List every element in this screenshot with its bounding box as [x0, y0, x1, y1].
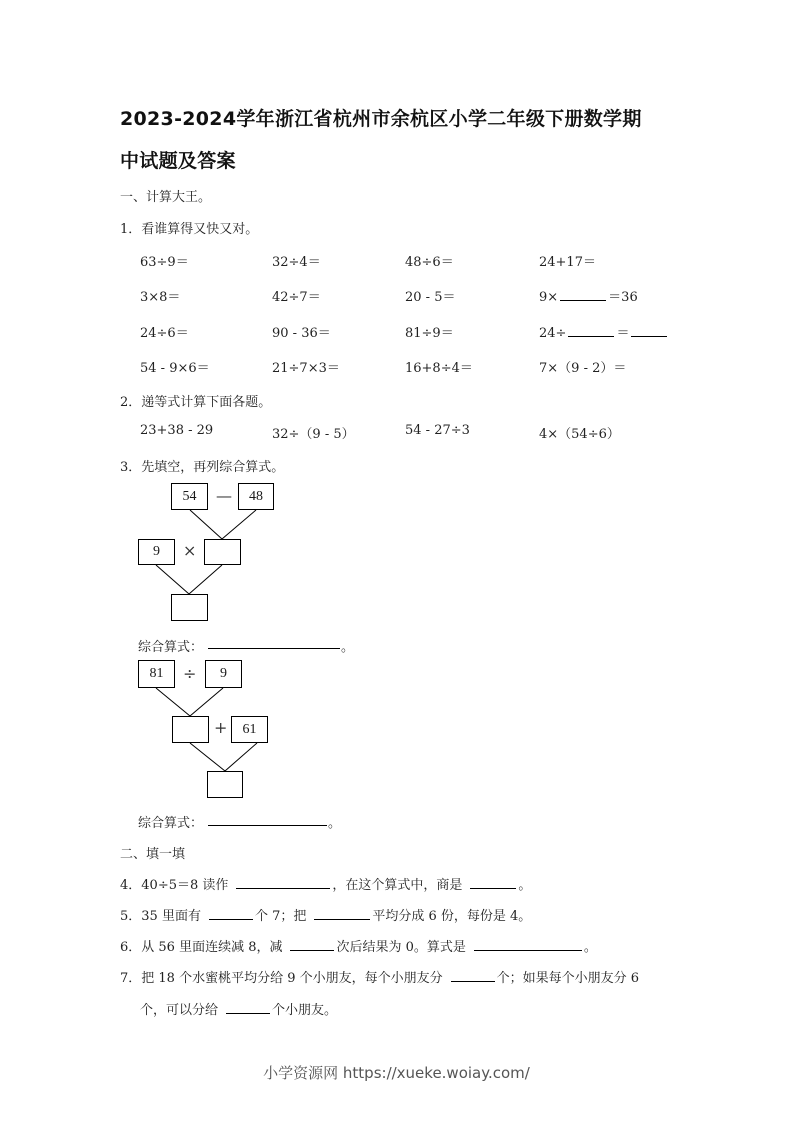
q6-row — [120, 936, 597, 955]
q7-row1 — [120, 967, 639, 986]
diagram2-box-mid-left-answer[interactable] — [172, 716, 209, 743]
q1-expr: 63÷9＝ — [140, 255, 189, 270]
q7-text-d: 个小朋友。 — [272, 1003, 338, 1018]
answer-blank[interactable] — [560, 288, 606, 301]
q7-text-b: 个；如果每个小朋友分 6 — [496, 971, 640, 986]
formula2-period: 。 — [328, 816, 342, 831]
diagram2-box-top-right: 9 — [205, 660, 242, 688]
q6-text-a: 6．从 56 里面连续减 8，减 — [120, 940, 283, 955]
section2-heading: 二、填一填 — [120, 847, 186, 862]
answer-blank[interactable] — [314, 907, 370, 920]
formula1-period: 。 — [341, 640, 355, 655]
q1-expr: 90 - 36＝ — [272, 326, 331, 341]
diagram1-box-mid-right-answer[interactable] — [204, 539, 241, 565]
diagram2-box-mid-right: 61 — [231, 716, 268, 743]
q1-expr: 16+8÷4＝ — [405, 361, 473, 376]
diagram1-box-top-right: 48 — [238, 483, 274, 510]
formula1-answer-line[interactable] — [208, 648, 340, 649]
document-title-line2: 中试题及答案 — [120, 150, 236, 172]
q1-expr: 42÷7＝ — [272, 290, 321, 305]
q1-expr: 81÷9＝ — [405, 326, 454, 341]
document-title-line1: 2023-2024学年浙江省杭州市余杭区小学二年级下册数学期 — [120, 108, 642, 130]
q4-text-b: ，在这个算式中，商是 — [332, 878, 463, 893]
q7-row2 — [140, 999, 337, 1018]
q2-label: 2．递等式计算下面各题。 — [120, 395, 272, 410]
plus-operator: + — [214, 718, 228, 737]
formula2-answer-line[interactable] — [208, 825, 327, 826]
q2-item: 23+38 - 29 — [140, 423, 214, 438]
q5-row — [120, 905, 531, 924]
q1-expr: 24÷6＝ — [140, 326, 189, 341]
q1-expr: 21÷7×3＝ — [272, 361, 340, 376]
q6-text-b: 次后结果为 0。算式是 — [336, 940, 466, 955]
diagram1-box-top-left: 54 — [171, 483, 208, 510]
q1-expr: 3×8＝ — [140, 290, 181, 305]
answer-blank[interactable] — [631, 324, 667, 337]
q4-text-a: 4．40÷5＝8 读作 — [120, 878, 229, 893]
q1-label: 1．看谁算得又快又对。 — [120, 222, 259, 237]
q4-row — [120, 874, 531, 893]
divide-operator: ÷ — [183, 664, 197, 683]
formula-label: 综合算式： — [138, 640, 204, 655]
q3-label: 3．先填空，再列综合算式。 — [120, 460, 285, 475]
q5-text-c: 平均分成 6 份，每份是 4。 — [372, 909, 532, 924]
diagram2-box-top-left: 81 — [138, 660, 175, 688]
q1-expr-suffix: ＝36 — [608, 290, 638, 305]
q1-expr: 24÷ — [539, 326, 567, 341]
q1-expr: 24+17＝ — [539, 255, 596, 270]
q1-expr: 54 - 9×6＝ — [140, 361, 210, 376]
q2-item: 54 - 27÷3 — [405, 423, 470, 438]
section1-heading: 一、计算大王。 — [120, 190, 212, 205]
minus-operator: — — [216, 486, 232, 505]
q2-item: 32÷（9 - 5） — [272, 427, 355, 442]
answer-blank[interactable] — [226, 1001, 270, 1014]
answer-blank[interactable] — [236, 876, 330, 889]
q1-expr: 7×（9 - 2）＝ — [539, 361, 627, 376]
q6-text-c: 。 — [583, 940, 597, 955]
q4-text-c: 。 — [518, 878, 532, 893]
answer-blank[interactable] — [474, 938, 582, 951]
diagram2-box-bottom-answer[interactable] — [207, 771, 243, 798]
answer-blank[interactable] — [451, 969, 495, 982]
formula2-row — [138, 812, 203, 831]
q1-expr: 48÷6＝ — [405, 255, 454, 270]
q1-expr-mid: ＝ — [616, 326, 630, 341]
q1-expr: 20 - 5＝ — [405, 290, 456, 305]
formula1-row — [138, 636, 203, 655]
footer-watermark: 小学资源网 https://xueke.woiay.com/ — [263, 1064, 530, 1082]
diagram1-box-bottom-answer[interactable] — [171, 594, 208, 621]
q1-expr: 9× — [539, 290, 559, 305]
answer-blank[interactable] — [209, 907, 253, 920]
answer-blank[interactable] — [290, 938, 334, 951]
q1-expr: 32÷4＝ — [272, 255, 321, 270]
q5-text-a: 5．35 里面有 — [120, 909, 201, 924]
answer-blank[interactable] — [470, 876, 516, 889]
q1-expr-fill — [539, 322, 669, 341]
answer-blank[interactable] — [568, 324, 614, 337]
formula-label: 综合算式： — [138, 816, 204, 831]
q5-text-b: 个 7；把 — [254, 909, 307, 924]
q1-expr-fill — [539, 286, 638, 305]
q7-text-c: 个，可以分给 — [140, 1003, 219, 1018]
q2-item: 4×（54÷6） — [539, 427, 620, 442]
times-operator: × — [183, 541, 197, 560]
q7-text-a: 7．把 18 个水蜜桃平均分给 9 个小朋友，每个小朋友分 — [120, 971, 443, 986]
diagram1-box-mid-left: 9 — [138, 539, 175, 565]
